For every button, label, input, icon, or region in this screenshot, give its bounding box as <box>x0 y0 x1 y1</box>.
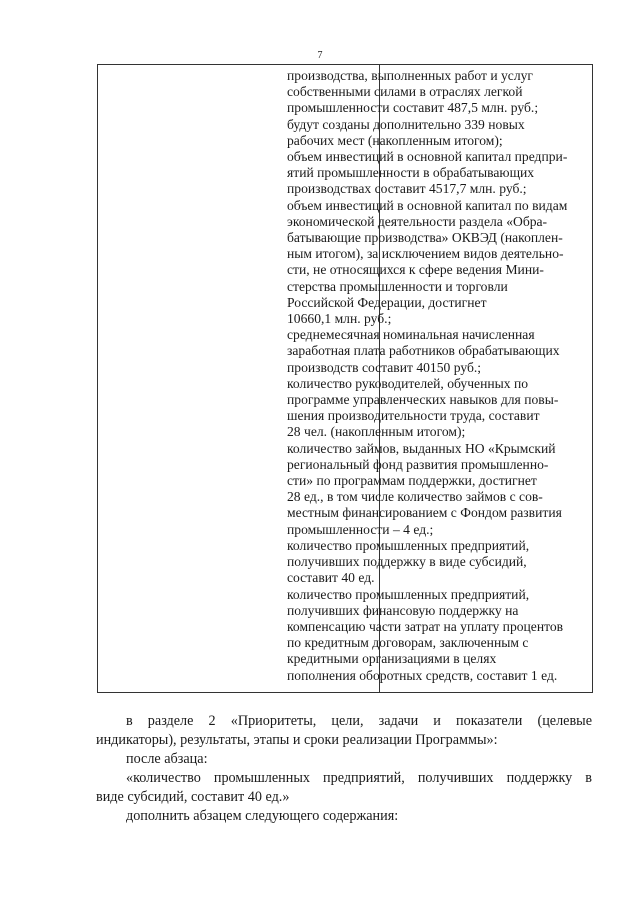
table-cell-line: экономической деятельности раздела «Обра- <box>287 213 548 229</box>
table-cell-line: стерства промышленности и торговли <box>287 278 508 294</box>
table-cell-line: пополнения оборотных средств, составит 1 ед. <box>287 667 558 683</box>
table-cell-line: получивших поддержку в виде субсидий, <box>287 554 527 570</box>
table-cell-line: количество займов, выданных НО «Крымский <box>287 440 556 456</box>
paragraph-quote-line-2: виде субсидий, составит 40 ед.» <box>96 789 290 805</box>
table-cell-line: программе управленческих навыков для повы- <box>287 392 559 408</box>
table-cell-line: шения производительности труда, составит <box>287 408 540 424</box>
table-cell-line: региональный фонд развития промышленно- <box>287 456 549 472</box>
paragraph-supplement: дополнить абзацем следующего содержания: <box>126 808 399 824</box>
table-cell-line: ным итогом), за исключением видов деятельно- <box>287 246 564 262</box>
table-cell-line: Российской Федерации, достигнет <box>287 294 487 310</box>
table-cell-line: 28 ед., в том числе количество займов с сов- <box>287 489 543 505</box>
table-cell-line: промышленности составит 487,5 млн. руб.; <box>287 100 539 116</box>
table-cell-line: сти» по программам поддержки, достигнет <box>287 473 537 489</box>
table-cell-line: компенсацию части затрат на уплату процентов <box>287 618 564 634</box>
table-cell-line: количество промышленных предприятий, <box>287 586 530 602</box>
table-cell-line: получивших финансовую поддержку на <box>287 602 519 618</box>
table-cell-line: батывающие производства» ОКВЭД (накоплен- <box>287 230 563 246</box>
table-cell-line: составит 40 ед. <box>287 570 375 586</box>
table-cell-line: среднемесячная номинальная начисленная <box>287 327 535 343</box>
table-cell-line: производства, выполненных работ и услуг <box>287 68 533 83</box>
table-cell-line: промышленности – 4 ед.; <box>287 521 434 537</box>
table-cell-line: местным финансированием с Фондом развития <box>287 505 562 521</box>
table-cell-line: будут созданы дополнительно 339 новых <box>287 116 525 132</box>
table-cell-line: собственными силами в отраслях легкой <box>287 84 523 100</box>
page-number: 7 <box>317 50 323 61</box>
table-cell-line: производствах составит 4517,7 млн. руб.; <box>287 181 527 197</box>
paragraph-section-2-line-2: индикаторы), результаты, этапы и сроки реализации Программы»: <box>96 732 498 748</box>
paragraph-after-abzac: после абзаца: <box>126 751 208 767</box>
table-right-cell <box>287 68 587 684</box>
table-cell-line: по кредитным договорам, заключенным с <box>287 635 529 651</box>
table-cell-line: сти, не относящихся к сфере ведения Мини- <box>287 262 544 278</box>
paragraph-quote-line-1: «количество промышленных предприятий, получивших поддержку в <box>126 770 592 786</box>
paragraph-section-2-line-1: в разделе 2 «Приоритеты, цели, задачи и показатели (целевые <box>126 713 592 729</box>
table-cell-line: ятий промышленности в обрабатывающих <box>287 165 535 181</box>
table-cell-line: кредитными организациями в целях <box>287 651 497 667</box>
table-cell-line: 10660,1 млн. руб.; <box>287 311 392 327</box>
table-cell-line: 28 чел. (накопленным итогом); <box>287 424 466 440</box>
table-cell-line: заработная плата работников обрабатывающих <box>287 343 560 359</box>
table-cell-line: производств составит 40150 руб.; <box>287 359 482 375</box>
table-cell-line: рабочих мест (накопленным итогом); <box>287 132 503 148</box>
body-text <box>96 712 592 826</box>
table-cell-line: количество промышленных предприятий, <box>287 537 530 553</box>
table-cell-line: количество руководителей, обученных по <box>287 375 529 391</box>
table-cell-line: объем инвестиций в основной капитал предпри- <box>287 149 568 165</box>
table-cell-line: объем инвестиций в основной капитал по видам <box>287 197 568 213</box>
